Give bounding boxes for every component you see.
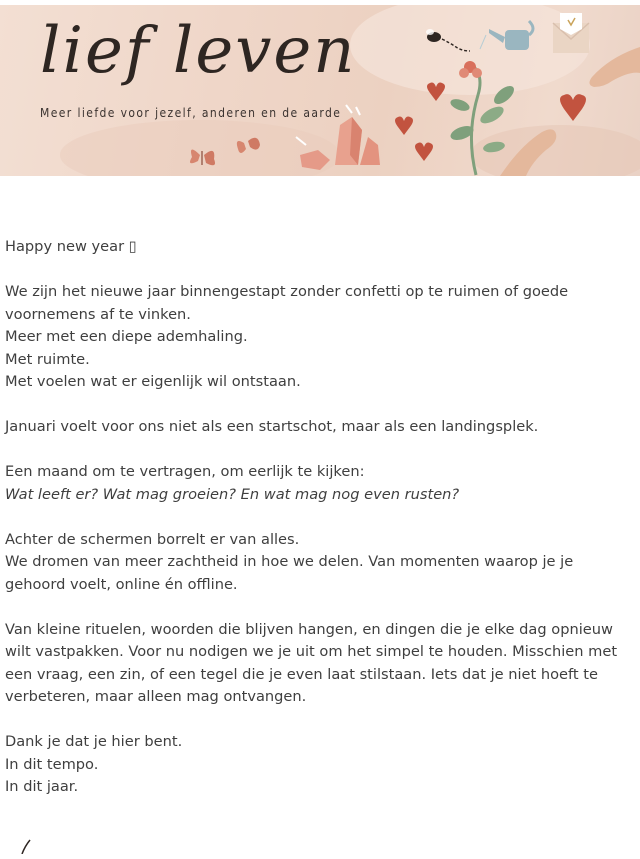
header-banner [0, 5, 640, 176]
text-line: In dit tempo. [5, 755, 99, 773]
text-line: Met voelen wat er eigenlijk wil ontstaan. [5, 373, 301, 390]
paragraph-5 [5, 619, 633, 709]
text-line: Een maand om te vertragen, om eerlijk te kijken: [5, 463, 365, 480]
text-line: Van kleine rituelen, woorden die blijven hangen, en dingen die je elke dag opnieuw wilt vastpakken. Voor nu nodigen we je uit om het simpel te houden. Misschien met een vraag, een zin, of een tegel die je even laat stilstaan. Iets dat je niet hoeft te verbeteren, maar alleen mag ontvangen. [5, 620, 618, 705]
text-line: We zijn het nieuwe jaar binnengestapt zonder confetti op te ruimen of goede voornemens af te vinken. [5, 283, 569, 323]
paragraph-3 [5, 461, 633, 506]
greeting: Happy new year ▯ [5, 238, 137, 255]
text-line: Januari voelt voor ons niet als een startschot, maar als een landingsplek. [5, 418, 539, 435]
paragraph-2 [5, 416, 633, 439]
text-line: Dank je dat je hier bent. [5, 733, 183, 750]
text-line: Achter de schermen borrelt er van alles. [5, 530, 300, 548]
paragraph-1 [5, 281, 633, 394]
italic-question-line: Wat leeft er? Wat mag groeien? En wat mag nog even rusten? [5, 485, 460, 503]
text-line: Meer met een diepe ademhaling. [5, 328, 248, 345]
signature-mark [20, 838, 34, 854]
paragraph-6 [5, 731, 633, 799]
text-line: We dromen van meer zachtheid in hoe we delen. Van momenten waarop je je gehoord voelt, online én offline. [5, 553, 574, 593]
text-line: In dit jaar. [5, 778, 79, 795]
email-body [5, 236, 633, 821]
tagline: Meer liefde voor jezelf, anderen en de aarde [40, 106, 342, 120]
text-line: Met ruimte. [5, 350, 90, 368]
logo[interactable]: lief leven [40, 14, 357, 88]
paragraph-4 [5, 529, 633, 597]
